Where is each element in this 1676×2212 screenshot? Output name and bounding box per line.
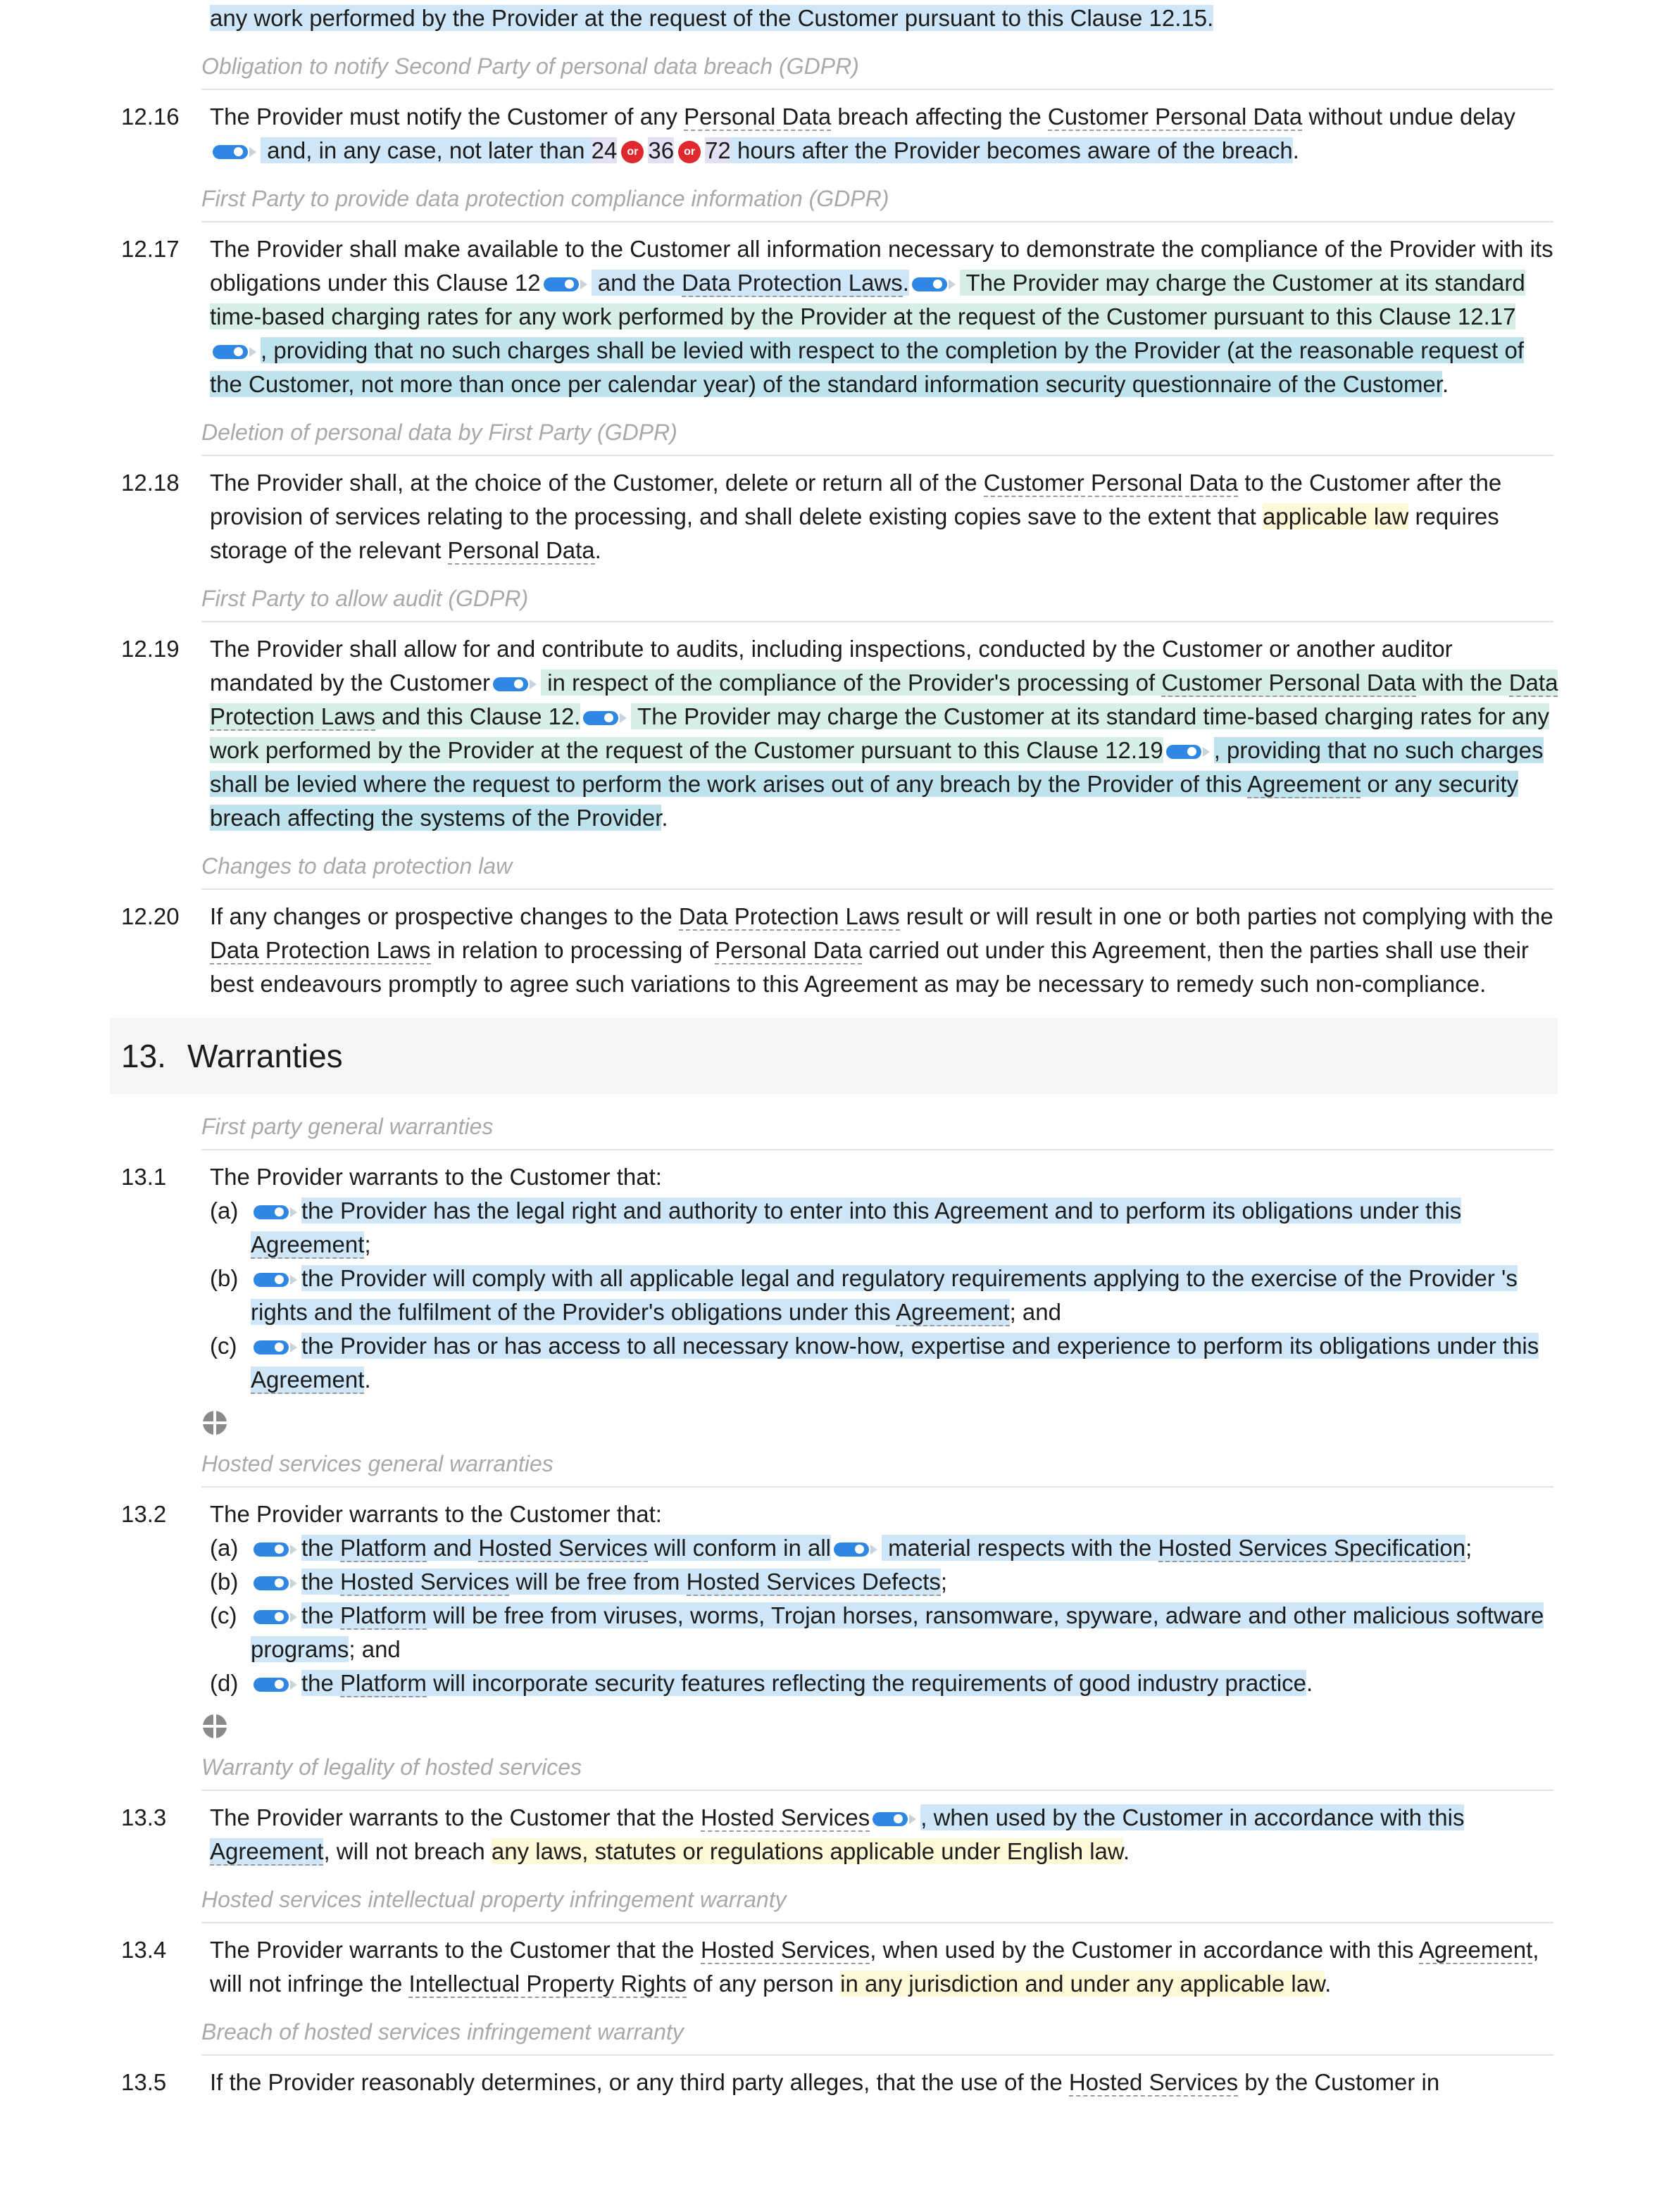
sub-clause: (d) the Platform will incorporate security features reflecting the requirements of good industry practice.: [210, 1670, 1313, 1696]
clause-heading-12-17: First Party to provide data protection compliance information (GDPR): [201, 183, 1553, 222]
defined-term[interactable]: Agreement: [251, 1231, 365, 1257]
defined-term[interactable]: Hosted Services: [478, 1535, 648, 1561]
defined-term[interactable]: Personal Data: [715, 937, 863, 963]
clause-number: 12.20: [121, 903, 180, 929]
clause-text: The Provider must notify the Customer of any Personal Data breach affecting the Customer Personal Data without undue delay and, in any case, not later than 24 or 36 or 72 hours after the Provider becomes aware of the breach.: [210, 103, 1515, 163]
defined-term[interactable]: Customer Personal Data: [1047, 103, 1303, 130]
defined-term[interactable]: Agreement: [210, 1838, 324, 1864]
clause-heading-13-2: Hosted services general warranties: [201, 1448, 1553, 1488]
clause-number: 13.3: [121, 1804, 167, 1830]
optional-text[interactable]: in any jurisdiction and under any applicable law: [840, 1971, 1325, 1997]
defined-term[interactable]: Agreement: [1246, 771, 1361, 797]
toggle-switch-icon[interactable]: [493, 676, 538, 693]
clause-number: 13.2: [121, 1501, 167, 1527]
clause-13-1: [113, 1160, 1563, 1397]
option-value[interactable]: 24: [591, 137, 618, 163]
toggle-switch-icon[interactable]: [254, 1204, 299, 1221]
defined-term[interactable]: Data Protection Laws: [678, 903, 900, 929]
add-option-icon[interactable]: [201, 1409, 228, 1436]
defined-term[interactable]: Data Protection Laws: [682, 270, 903, 296]
clause-text: The Provider warrants to the Customer that the Hosted Services , when used by the Customer in accordance with this Agreement, will not breach any laws, statutes or regulations applicable under English law.: [210, 1804, 1465, 1864]
defined-term[interactable]: Hosted Services Specification: [1158, 1535, 1466, 1561]
clause-text: The Provider warrants to the Customer that the Hosted Services, when used by the Customer in accordance with this Agreement, will not infringe the Intellectual Property Rights of any person in any jurisdiction and under any applicable law.: [210, 1937, 1539, 1997]
defined-term[interactable]: Hosted Services: [1068, 2069, 1239, 2095]
clause-13-3: [113, 1801, 1563, 1868]
clause-number: 13.1: [121, 1164, 167, 1190]
defined-term[interactable]: Platform: [340, 1535, 427, 1561]
defined-term[interactable]: Platform: [340, 1670, 427, 1696]
toggle-switch-icon[interactable]: [213, 144, 258, 161]
clause-number: 12.17: [121, 236, 180, 262]
defined-term[interactable]: Data Protection Laws: [210, 937, 431, 963]
add-option-icon[interactable]: [201, 1713, 228, 1740]
sub-clause: (a) the Platform and Hosted Services will conform in all material respects with the Hosted Services Specification;: [210, 1535, 1472, 1561]
section-number: 13.: [121, 1038, 166, 1074]
toggle-switch-icon[interactable]: [254, 1339, 299, 1356]
clause-13-2: [113, 1497, 1563, 1700]
clause-12-18: [113, 466, 1563, 567]
sub-clause: (b) the Provider will comply with all applicable legal and regulatory requirements applying to the exercise of the Provider 's rights and the fulfilment of the Provider's obligations under this Agreement; and: [210, 1265, 1518, 1325]
defined-term[interactable]: Platform: [340, 1602, 427, 1628]
defined-term[interactable]: Personal Data: [684, 103, 832, 130]
clause-number: 13.4: [121, 1937, 167, 1963]
sub-clause: (c) the Provider has or has access to all necessary know-how, expertise and experience to perform its obligations under this Agreement.: [210, 1333, 1539, 1393]
option-value[interactable]: 72: [705, 137, 731, 163]
or-badge-icon[interactable]: or: [621, 141, 644, 163]
clause-number: 12.16: [121, 103, 180, 130]
toggle-switch-icon[interactable]: [873, 1811, 918, 1828]
clause-heading-12-19: First Party to allow audit (GDPR): [201, 583, 1553, 622]
defined-term[interactable]: Agreement: [251, 1366, 365, 1393]
option-value[interactable]: 36: [648, 137, 675, 163]
clause-heading-12-20: Changes to data protection law: [201, 850, 1553, 890]
defined-term[interactable]: Hosted Services: [700, 1804, 870, 1830]
clause-text: The Provider shall, at the choice of the Customer, delete or return all of the Customer Personal Data to the Customer after the provision of services relating to the processing, and shall delete existing copies save to the extent that applicable law requires storage of the relevant Personal Data.: [210, 470, 1502, 563]
or-badge-icon[interactable]: or: [678, 141, 701, 163]
clause-13-5: [113, 2066, 1563, 2099]
optional-text[interactable]: applicable law: [1263, 503, 1409, 529]
section-title: Warranties: [187, 1038, 343, 1074]
clause-heading-12-16: Obligation to notify Second Party of personal data breach (GDPR): [201, 51, 1553, 90]
defined-term[interactable]: Customer Personal Data: [1161, 670, 1416, 696]
document-content: [113, 0, 1563, 2099]
section-heading-13: [110, 1018, 1558, 1094]
optional-text[interactable]: any laws, statutes or regulations applicable under English law: [491, 1838, 1123, 1864]
clause-text: The Provider shall make available to the Customer all information necessary to demonstrate the compliance of the Provider with its obligations under this Clause 12 and the Data Protection Laws. The Provider may charge the Customer at its standard time-based charging rates for any work performed by the Provider at the request of the Customer pursuant to this Clause 12.17 , providing that no such charges shall be levied with respect to the completion by the Provider (at the reasonable request of the Customer, not more than once per calendar year) of the standard information security questionnaire of the Customer.: [210, 236, 1553, 397]
defined-term[interactable]: Hosted Services: [340, 1569, 510, 1595]
clause-number: 12.18: [121, 470, 180, 496]
toggle-switch-icon[interactable]: [544, 276, 589, 293]
clause-number: 12.19: [121, 636, 180, 662]
clause-text: The Provider warrants to the Customer that: (a) the Provider has the legal right and authority to enter into this Agreement and to perform its obligations under this Agreement; (b) the Provider will comply with all applicable legal and regulatory requirements applying to the exercise of the Provider 's rights and the fulfilment of the Provider's obligations under this Agreement; and (c) the Provider has or has access to all necessary know-how, expertise and experience to perform its obligations under this Agreement.: [210, 1160, 1562, 1397]
clause-12-20: [113, 900, 1563, 1001]
clause-heading-13-3: Warranty of legality of hosted services: [201, 1752, 1553, 1791]
clause-13-4: [113, 1933, 1563, 2001]
toggle-switch-icon[interactable]: [912, 276, 957, 293]
clause-text: If the Provider reasonably determines, or any third party alleges, that the use of the Hosted Services by the Customer in: [210, 2069, 1440, 2095]
clause-heading-13-5: Breach of hosted services infringement warranty: [201, 2016, 1553, 2056]
defined-term[interactable]: Agreement: [896, 1299, 1010, 1325]
clause-12-19: [113, 632, 1563, 835]
clause-heading-12-18: Deletion of personal data by First Party (GDPR): [201, 417, 1553, 456]
defined-term[interactable]: Intellectual Property Rights: [408, 1971, 687, 1997]
defined-term[interactable]: Data Protection Laws: [210, 670, 1558, 729]
toggle-switch-icon[interactable]: [254, 1676, 299, 1693]
clause-heading-13-4: Hosted services intellectual property infringement warranty: [201, 1884, 1553, 1923]
clause-heading-13-1: First party general warranties: [201, 1111, 1553, 1150]
toggle-switch-icon[interactable]: [834, 1541, 879, 1558]
clause-continuation: [113, 1, 1563, 35]
clause-12-16: [113, 100, 1563, 168]
sub-clause: (c) the Platform will be free from viruses, worms, Trojan horses, ransomware, spyware, adware and other malicious software programs; and: [210, 1602, 1544, 1662]
toggle-switch-icon[interactable]: [254, 1609, 299, 1626]
toggle-switch-icon[interactable]: [1166, 743, 1211, 760]
toggle-switch-icon[interactable]: [583, 710, 628, 727]
toggle-switch-icon[interactable]: [254, 1575, 299, 1592]
defined-term[interactable]: Hosted Services Defects: [686, 1569, 941, 1595]
defined-term[interactable]: Hosted Services: [700, 1937, 870, 1963]
intro-line: any work performed by the Provider at the request of the Customer pursuant to this Clause 12.15.: [210, 5, 1214, 31]
toggle-switch-icon[interactable]: [213, 344, 258, 360]
clause-text: The Provider warrants to the Customer that: (a) the Platform and Hosted Services will conform in all material respects with the Hosted Services Specification; (b) the Hosted Services will be free from Hosted Services Defects; (c) the Platform will be free from viruses, worms, Trojan horses, ransomware, spyware, adware and other malicious software programs; and (d) the Platform will incorporate security features reflecting the requirements of good industry practice.: [210, 1497, 1562, 1700]
clause-text: The Provider shall allow for and contribute to audits, including inspections, conducted by the Customer or another auditor mandated by the Customer in respect of the compliance of the Provider's processing of Customer Personal Data with the Data Protection Laws and this Clause 12. The Provider may charge the Customer at its standard time-based charging rates for any work performed by the Provider at the request of the Customer pursuant to this Clause 12.19 , providing that no such charges shall be levied where the request to perform the work arises out of any breach by the Provider of this Agreement or any security breach affecting the systems of the Provider.: [210, 636, 1558, 831]
toggle-switch-icon[interactable]: [254, 1541, 299, 1558]
toggle-switch-icon[interactable]: [254, 1271, 299, 1288]
defined-term[interactable]: Personal Data: [447, 537, 595, 563]
clause-text: If any changes or prospective changes to the Data Protection Laws result or will result in one or both parties not complying with the Data Protection Laws in relation to processing of Personal Data carried out under this Agreement, then the parties shall use their best endeavours promptly to agree such variations to this Agreement as may be necessary to remedy such non-compliance.: [210, 903, 1553, 997]
clause-number: 13.5: [121, 2069, 167, 2095]
defined-term[interactable]: Customer Personal Data: [983, 470, 1239, 496]
defined-term[interactable]: Agreement: [1418, 1937, 1533, 1963]
sub-clause: (a) the Provider has the legal right and authority to enter into this Agreement and to perform its obligations under this Agreement;: [210, 1198, 1462, 1257]
sub-clause: (b) the Hosted Services will be free from Hosted Services Defects;: [210, 1569, 948, 1595]
clause-12-17: [113, 232, 1563, 401]
